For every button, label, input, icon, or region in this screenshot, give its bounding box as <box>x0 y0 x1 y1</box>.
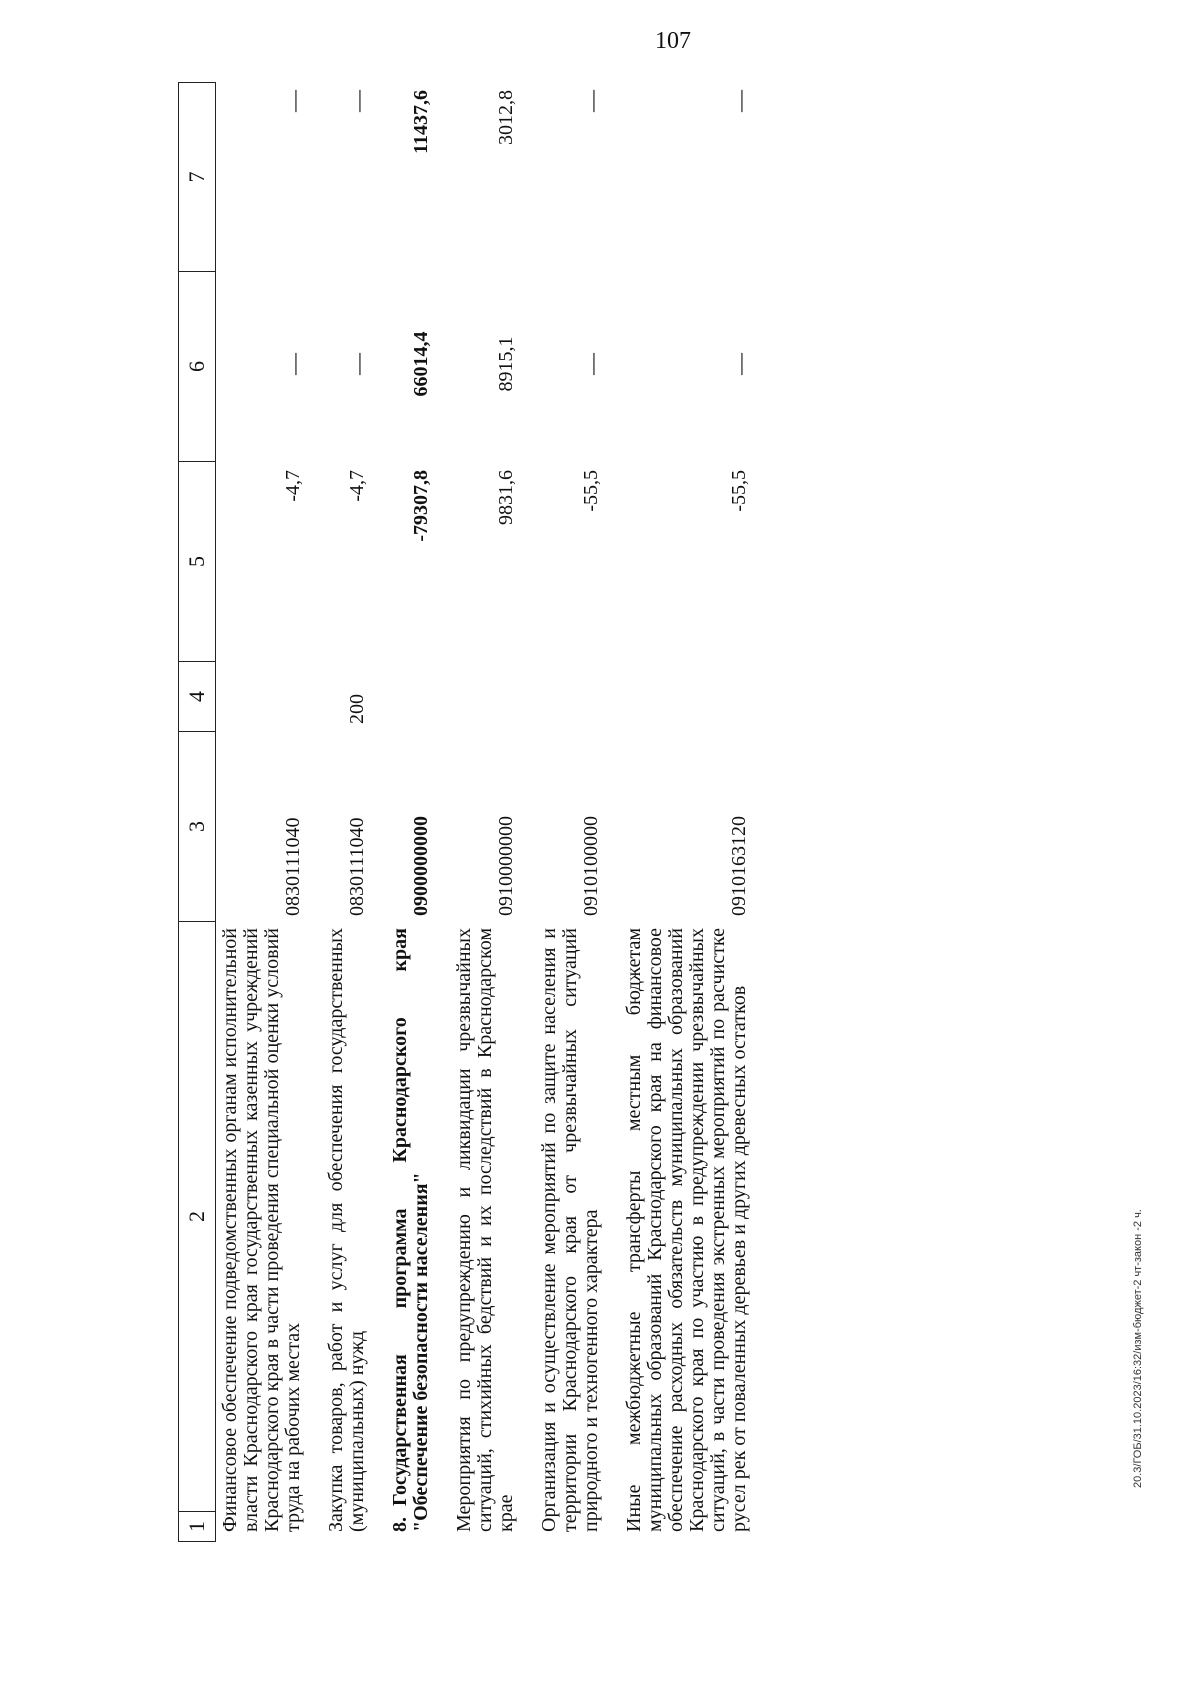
header-col-2: 2 <box>184 1211 209 1222</box>
cell-code <box>454 732 517 922</box>
row-gap <box>368 82 390 1542</box>
program-number: 8. <box>389 1517 411 1532</box>
cell-col5-value: -4,7 <box>282 470 304 502</box>
cell-col7 <box>326 82 368 272</box>
cell-col5-value: -55,5 <box>580 470 602 512</box>
row-description <box>326 922 368 1542</box>
cell-col5-value: -79307,8 <box>410 470 432 542</box>
cell-col7 <box>539 82 602 272</box>
row-gap <box>602 82 624 1542</box>
cell-col5 <box>326 462 368 662</box>
cell-col7-value: — <box>579 90 604 112</box>
cell-col7-value: 11437,6 <box>410 90 432 154</box>
cell-code <box>624 732 750 922</box>
row-description <box>539 922 602 1542</box>
cell-col6 <box>624 272 750 462</box>
row-description <box>454 922 517 1542</box>
cell-col7-value: 3012,8 <box>495 90 517 145</box>
cell-col5-value: -4,7 <box>346 470 368 502</box>
cell-expense-type-value: 200 <box>346 694 368 724</box>
cell-col6-value: — <box>579 353 604 375</box>
cell-expense-type <box>326 662 368 732</box>
cell-code-value: 0910163120 <box>728 816 750 916</box>
cell-col5 <box>390 462 432 662</box>
header-col-5: 5 <box>178 462 216 662</box>
row-gap <box>432 82 454 1542</box>
cell-expense-type <box>390 662 432 732</box>
cell-code <box>220 732 304 922</box>
header-col-3: 3 <box>178 732 216 922</box>
cell-col5 <box>539 462 602 662</box>
cell-col6-value: 8915,1 <box>495 336 517 392</box>
cell-col5 <box>454 462 517 662</box>
footer-code-text: 20.3/ГОБ/31.10.2023/16:32/изм-бюджет-2 чт-закон -2 ч. <box>1132 1209 1144 1488</box>
cell-code-value: 0910000000 <box>495 816 517 916</box>
cell-col6 <box>390 272 432 462</box>
cell-code <box>326 732 368 922</box>
cell-expense-type <box>539 662 602 732</box>
cell-col7 <box>390 82 432 272</box>
cell-col6 <box>220 272 304 462</box>
cell-col6-value: — <box>727 353 752 375</box>
cell-code <box>390 732 432 922</box>
row-gap <box>304 82 326 1542</box>
cell-code <box>539 732 602 922</box>
description-text: Мероприятия по предупреждению и ликвидации чрезвычайных ситуаций, стихийных бедствий и их последствий в Краснодарском крае <box>453 928 517 1532</box>
cell-col6 <box>539 272 602 462</box>
description-text: Организация и осуществление мероприятий по защите населения и территории Краснодарского края от чрезвычайных ситуаций природного и техногенного характера <box>538 928 602 1532</box>
cell-col6-value: 66014,4 <box>410 331 432 397</box>
cell-col5-value: 9831,6 <box>495 470 517 525</box>
cell-code-value: 0830111040 <box>282 817 304 916</box>
description-text: Закупка товаров, работ и услуг для обеспечения государственных (муниципальных) нужд <box>325 928 368 1532</box>
cell-col7-value: — <box>281 90 306 112</box>
row-description <box>390 922 432 1542</box>
cell-expense-type <box>220 662 304 732</box>
row-gap <box>517 82 539 1542</box>
cell-col7 <box>220 82 304 272</box>
description-text: Государственная программа Краснодарского края "Обеспечение безопасности населения" <box>389 928 432 1532</box>
header-col-7: 7 <box>178 82 216 272</box>
cell-expense-type <box>624 662 750 732</box>
header-col-4: 4 <box>178 662 216 732</box>
cell-col5 <box>220 462 304 662</box>
cell-col6-value: — <box>281 353 306 375</box>
header-cell-1-2 <box>178 922 216 1542</box>
description-text: Иные межбюджетные трансферты местным бюджетам муниципальных образований Краснодарского края на финансовое обеспечение расходных обязательств муниципальных образований Краснодарского края по участию в предупреждении чрезвычайных ситуаций, в части проведения экстренных мероприятий по расчистке русел рек от поваленных деревьев и других древесных остатков <box>623 928 750 1532</box>
cell-col7-value: — <box>727 90 752 112</box>
header-col-1: 1 <box>179 1511 215 1541</box>
row-description <box>220 922 304 1542</box>
cell-col7 <box>624 82 750 272</box>
cell-col5 <box>624 462 750 662</box>
cell-col6 <box>326 272 368 462</box>
page-number: 107 <box>655 28 691 54</box>
cell-code-value: 0910100000 <box>580 816 602 916</box>
budget-table <box>178 82 750 1542</box>
cell-expense-type <box>454 662 517 732</box>
header-col-6: 6 <box>178 272 216 462</box>
cell-col7-value: — <box>345 90 370 112</box>
cell-code-value: 0900000000 <box>410 816 432 916</box>
cell-col7 <box>454 82 517 272</box>
row-description <box>624 922 750 1542</box>
cell-col6 <box>454 272 517 462</box>
description-text: Финансовое обеспечение подведомственных органам исполнительной власти Краснодарского края государственных казенных учреждений Краснодарского края в части проведения специальной оценки условий труда на рабочих местах <box>219 928 304 1532</box>
cell-code-value: 0830111040 <box>346 817 368 916</box>
cell-col5-value: -55,5 <box>728 470 750 512</box>
rotated-table-wrapper <box>178 82 1078 1542</box>
cell-col6-value: — <box>345 353 370 375</box>
